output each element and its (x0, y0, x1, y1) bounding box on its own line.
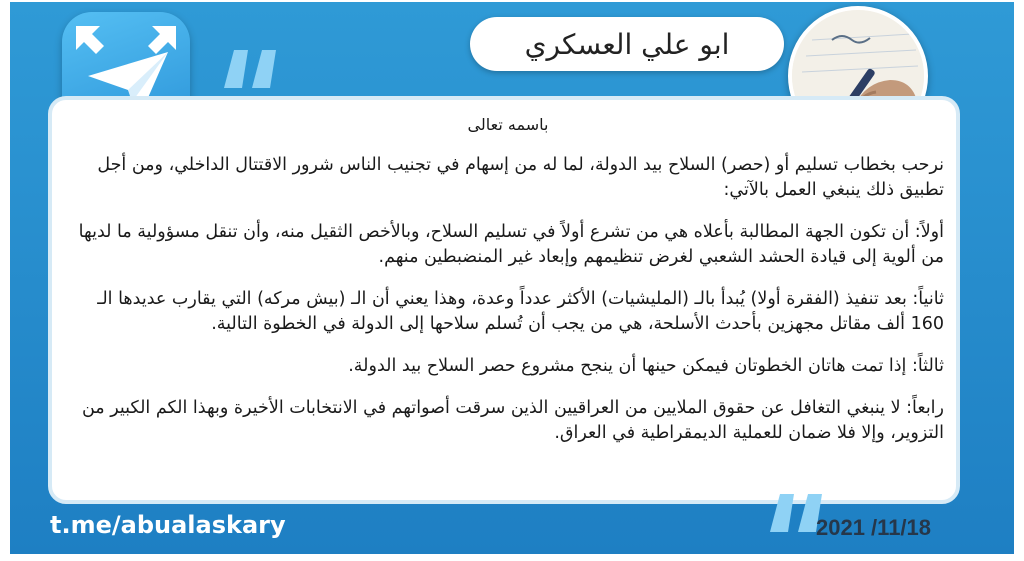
paragraph-second: ثانياً: بعد تنفيذ (الفقرة أولا) يُبدأ بالـ (المليشيات) الأكثر عدداً وعدة، وهذا يعني أن الـ (بيش مركه) التي يقارب عديدها الـ 160 ألف مقاتل مجهزين بأحدث الأسلحة، هي من يجب أن تُسلم سلاحها إلى الدولة في الخطوة التالية. (97, 289, 944, 334)
message-body (72, 106, 944, 463)
quote-mark-icon (220, 44, 280, 94)
author-name: ابو علي العسكري (524, 27, 730, 61)
paragraph-first: أولاً: أن تكون الجهة المطالبة بأعلاه هي من تشرع أولاً في تسليم السلاح، وبالأخص الثقيل منه، وأن تنقل مسؤولية ما لديها من ألوية إلى قيادة الحشد الشعبي لغرض تنظيمهم وإبعاد غير المنضبطين منهم. (78, 222, 944, 267)
paragraph-fourth: رابعاً: لا ينبغي التغافل عن حقوق الملايين من العراقيين الذين سرقت أصواتهم في الانتخابات الأخيرة وبهذا الكم الكبير من التزوير، وإلا فلا ضمان للعملية الديمقراطية في العراق. (81, 398, 944, 443)
paragraph-third: ثالثاً: إذا تمت هاتان الخطوتان فيمكن حينها أن ينجح مشروع حصر السلاح بيد الدولة. (348, 356, 944, 376)
author-title-pill (470, 17, 784, 71)
post-date: 2021 /11/18 (816, 515, 932, 540)
bismillah-heading: باسمه تعالى (467, 115, 549, 134)
channel-link[interactable]: t.me/abualaskary (50, 511, 286, 539)
paragraph-intro: نرحب بخطاب تسليم أو (حصر) السلاح بيد الدولة، لما له من إسهام في تجنيب الناس شرور الاقتتال الداخلي، ومن أجل تطبيق ذلك ينبغي العمل بالآتي: (97, 155, 944, 200)
